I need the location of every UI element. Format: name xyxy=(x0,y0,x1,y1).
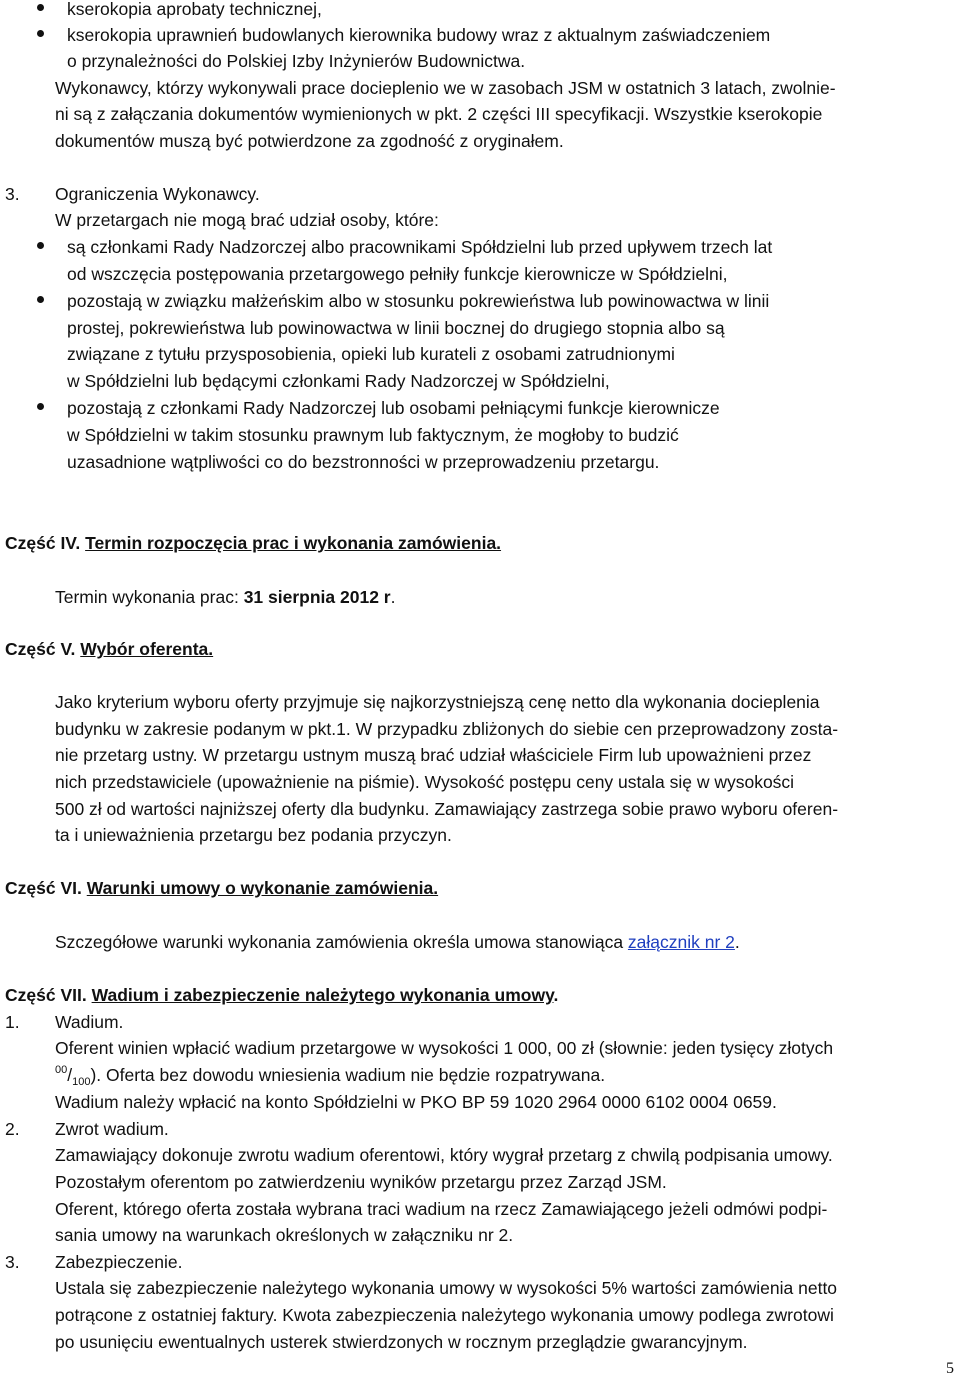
item-title: Zwrot wadium. xyxy=(55,1119,169,1139)
paragraph-line: budynku w zakresie podanym w pkt.1. W przypadku zbliżonych do siebie cen przeprowadzony zosta- xyxy=(55,719,839,739)
section-intro: W przetargach nie mogą brać udział osoby, które: xyxy=(55,210,439,230)
item-title: Wadium. xyxy=(55,1012,124,1032)
part-title-period: . xyxy=(553,985,559,1005)
part-label: Część IV. xyxy=(5,533,81,553)
part-heading xyxy=(5,530,501,556)
deadline-period: . xyxy=(390,587,396,607)
bullet-icon xyxy=(37,242,44,249)
bullet-text: kserokopia uprawnień budowlanych kierownika budowy wraz z aktualnym zaświadczeniem xyxy=(67,25,771,45)
part-title: Warunki umowy o wykonanie zamówienia. xyxy=(86,878,439,898)
paragraph-line: nich przedstawiciele (upoważnienie na piśmie). Wysokość postępu ceny ustala się w wysokości xyxy=(55,772,795,792)
list-number: 1. xyxy=(5,1012,20,1032)
part-label: Część VI. xyxy=(5,878,82,898)
part-heading xyxy=(5,982,558,1008)
paragraph-line: ta i unieważnienia przetargu bez podania przyczyn. xyxy=(55,825,452,845)
list-number: 3. xyxy=(5,184,20,204)
list-number: 2. xyxy=(5,1119,20,1139)
paragraph-line: 500 zł od wartości najniższej oferty dla budynku. Zamawiający zastrzega sobie prawo wyboru oferen- xyxy=(55,799,839,819)
part-title: Termin rozpoczęcia prac i wykonania zamówienia. xyxy=(85,533,502,553)
item-title: Zabezpieczenie. xyxy=(55,1252,183,1272)
paragraph-line: po usunięciu ewentualnych usterek stwierdzonych w rocznym przeglądzie gwarancyjnym. xyxy=(55,1332,748,1352)
part-label: Część VII. xyxy=(5,985,87,1005)
bullet-icon xyxy=(37,296,44,303)
part-title: Wybór oferenta. xyxy=(80,639,214,659)
paragraph-line: potrącone z ostatniej faktury. Kwota zabezpieczenia należytego wykonania umowy podlega zwrotowi xyxy=(55,1305,834,1325)
contract-text: Szczegółowe warunki wykonania zamówienia określa umowa stanowiąca xyxy=(55,932,628,952)
amount-sup: 00 xyxy=(55,1064,68,1076)
page-number: 5 xyxy=(946,1360,954,1377)
paragraph-line: Ustala się zabezpieczenie należytego wykonania umowy w wysokości 5% wartości zamówienia netto xyxy=(55,1278,838,1298)
section-title: Ograniczenia Wykonawcy. xyxy=(55,184,260,204)
bullet-text: są członkami Rady Nadzorczej albo pracownikami Spółdzielni lub przed upływem trzech lat xyxy=(67,237,773,257)
part-heading xyxy=(5,636,213,662)
paragraph-line xyxy=(55,1062,605,1091)
deadline-date: 31 sierpnia 2012 r xyxy=(243,587,391,607)
amount-sub: 100 xyxy=(72,1076,91,1088)
bullet-text: od wszczęcia postępowania przetargowego pełniły funkcje kierownicze w Spółdzielni, xyxy=(67,264,728,284)
part-title: Wadium i zabezpieczenie należytego wykonania umowy xyxy=(91,985,554,1005)
bullet-text: uzasadnione wątpliwości co do bezstronności w przeprowadzeniu przetargu. xyxy=(67,452,660,472)
deadline-label: Termin wykonania prac: xyxy=(55,587,244,607)
list-number: 3. xyxy=(5,1252,20,1272)
paragraph-line: Zamawiający dokonuje zwrotu wadium oferentowi, który wygrał przetarg z chwilą podpisania umowy. xyxy=(55,1145,833,1165)
paragraph-line: dokumentów muszą być potwierdzone za zgodność z oryginałem. xyxy=(55,131,564,151)
bullet-text: kserokopia aprobaty technicznej, xyxy=(67,0,322,19)
bullet-icon xyxy=(37,4,44,11)
paragraph-line: Jako kryterium wyboru oferty przyjmuje się najkorzystniejszą cenę netto dla wykonania docieplenia xyxy=(55,692,820,712)
bank-account-text: Wadium należy wpłacić na konto Spółdzielni w PKO BP 59 1020 2964 0000 6102 0004 0659. xyxy=(55,1092,777,1112)
bullet-icon xyxy=(37,403,44,410)
paragraph-line: Oferent winien wpłacić wadium przetargowe w wysokości 1 000, 00 zł (słownie: jeden tysięcy złotych xyxy=(55,1038,834,1058)
paragraph-line xyxy=(55,929,740,955)
attachment-link[interactable]: załącznik nr 2 xyxy=(627,932,735,952)
deadline-text xyxy=(55,584,395,610)
part-heading xyxy=(5,875,438,901)
amount-slash: / xyxy=(67,1065,73,1085)
bullet-text: związane z tytułu przysposobienia, opieki lub kurateli z osobami zatrudnionymi xyxy=(67,344,675,364)
paragraph-line: Oferent, którego oferta została wybrana traci wadium na rzecz Zamawiającego jeżeli odmówi podpi- xyxy=(55,1199,828,1219)
paragraph-line: sania umowy na warunkach określonych w załączniku nr 2. xyxy=(55,1225,514,1245)
paragraph-line: nie przetarg ustny. W przetargu ustnym muszą brać udział właściciele Firm lub upoważnieni przez xyxy=(55,745,812,765)
paragraph-line: Wykonawcy, którzy wykonywali prace docieplenio we w zasobach JSM w ostatnich 3 latach, zwolnie- xyxy=(55,78,836,98)
bullet-text: pozostają w związku małżeńskim albo w stosunku pokrewieństwa lub powinowactwa w linii xyxy=(67,291,770,311)
paragraph-line: Pozostałym oferentom po zatwierdzeniu wyników przetargu przez Zarząd JSM. xyxy=(55,1172,667,1192)
paragraph-rest: ). Oferta bez dowodu wniesienia wadium nie będzie rozpatrywana. xyxy=(90,1065,606,1085)
bullet-icon xyxy=(37,30,44,37)
contract-period: . xyxy=(734,932,740,952)
bullet-text: o przynależności do Polskiej Izby Inżynierów Budownictwa. xyxy=(67,51,526,71)
bullet-text: w Spółdzielni w takim stosunku prawnym lub faktycznym, że mogłoby to budzić xyxy=(67,425,679,445)
bullet-text: w Spółdzielni lub będącymi członkami Rady Nadzorczej w Spółdzielni, xyxy=(67,371,610,391)
bullet-text: pozostają z członkami Rady Nadzorczej lub osobami pełniącymi funkcje kierownicze xyxy=(67,398,720,418)
paragraph-line: ni są z załączania dokumentów wymienionych w pkt. 2 części III specyfikacji. Wszystkie kserokopie xyxy=(55,104,823,124)
part-label: Część V. xyxy=(5,639,76,659)
bullet-text: prostej, pokrewieństwa lub powinowactwa w linii bocznej do drugiego stopnia albo są xyxy=(67,318,725,338)
